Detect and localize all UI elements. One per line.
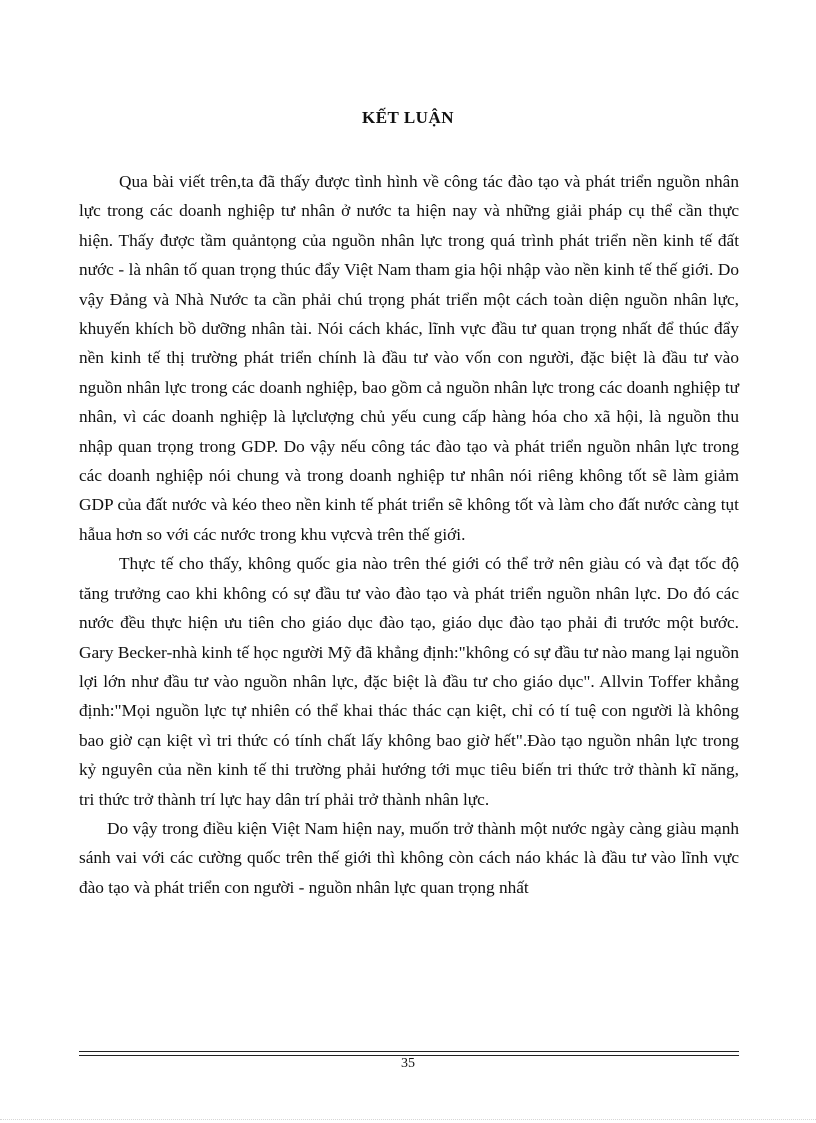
- paragraph-3: Do vậy trong điều kiện Việt Nam hiện nay, muốn trở thành một nước ngày càng giàu mạnh sánh vai với các cường quốc trên thế giới thì không còn cách náo khác là đầu tư vào lĩnh vực đào tạo và phát triển con người - nguồn nhân lực quan trọng nhất: [79, 818, 739, 897]
- page-boundary-line: [0, 1119, 816, 1120]
- paragraph-2: Thực tế cho thấy, không quốc gia nào trên thé giới có thể trở nên giàu có và đạt tốc độ tăng trưởng cao khi không có sự đầu tư vào đào tạo và phát triển nguồn nhân lực. Do đó các nước đều thực hiện ưu tiên cho giáo dục đào tạo, giáo dục đào tạo phải đi trước một bước. Gary Becker-nhà kinh tế học người Mỹ đã khẳng định:"không có sự đầu tư nào mang lại nguồn lợi lớn như đầu tư vào nguồn nhân lực, đặc biệt là đầu tư cho giáo dục". Allvin Toffer khẳng định:"Mọi nguồn lực tự nhiên có thể khai thác thác cạn kiệt, chỉ có tí tuệ con người là không bao giờ cạn kiệt vì tri thức có tính chất lấy không bao giờ hết".Đào tạo nguồn nhân lực trong kỷ nguyên của nền kinh tế thi trường phải hướng tới mục tiêu biến tri thức trở thành kĩ năng, tri thức trở thành trí lực hay dân trí phải trở thành nhân lực.: [79, 554, 739, 809]
- body-text: [79, 167, 739, 902]
- page-number: 35: [401, 1056, 415, 1071]
- footer-rule-top: [79, 1051, 739, 1052]
- paragraph-1: Qua bài viết trên,ta đã thấy được tình hình về công tác đào tạo và phát triển nguồn nhân lực trong các doanh nghiệp tư nhân ở nước ta hiện nay và những giải pháp cụ thể cần thực hiện. Thấy được tầm quảntọng của nguồn nhân lực trong quá trình phát triển nền kinh tế đất nước - là nhân tố quan trọng thúc đẩy Việt Nam tham gia hội nhập vào nền kinh tế thế giới. Do vậy Đảng và Nhà Nước ta cần phải chú trọng phát triển một cách toàn diện nguồn nhân lực, khuyến khích bồ dưỡng nhân tài. Nói cách khác, lĩnh vực đầu tư quan trọng nhất để thúc đẩy nền kinh tế thị trường phát triển chính là đầu tư vào vốn con người, đặc biệt là đầu tư vào nguồn nhân lực trong các doanh nghiệp, bao gồm cả nguồn nhân lực trong các doanh nghiệp tư nhân, vì các doanh nghiệp là lựclượng chủ yếu cung cấp hàng hóa cho xã hội, là nguồn thu nhập quan trọng trong GDP. Do vậy nếu công tác đào tạo và phát triển nguồn nhân lực trong các doanh nghiệp nói chung và trong doanh nghiệp tư nhân nói riêng không tốt sẽ làm giảm GDP của đất nước và kéo theo nền kinh tế phát triển sẽ không tốt và làm cho đất nước càng tụt hẫua hơn so với các nước trong khu vựcvà trên thế giới.: [79, 172, 739, 544]
- section-title: KẾT LUẬN: [361, 108, 454, 127]
